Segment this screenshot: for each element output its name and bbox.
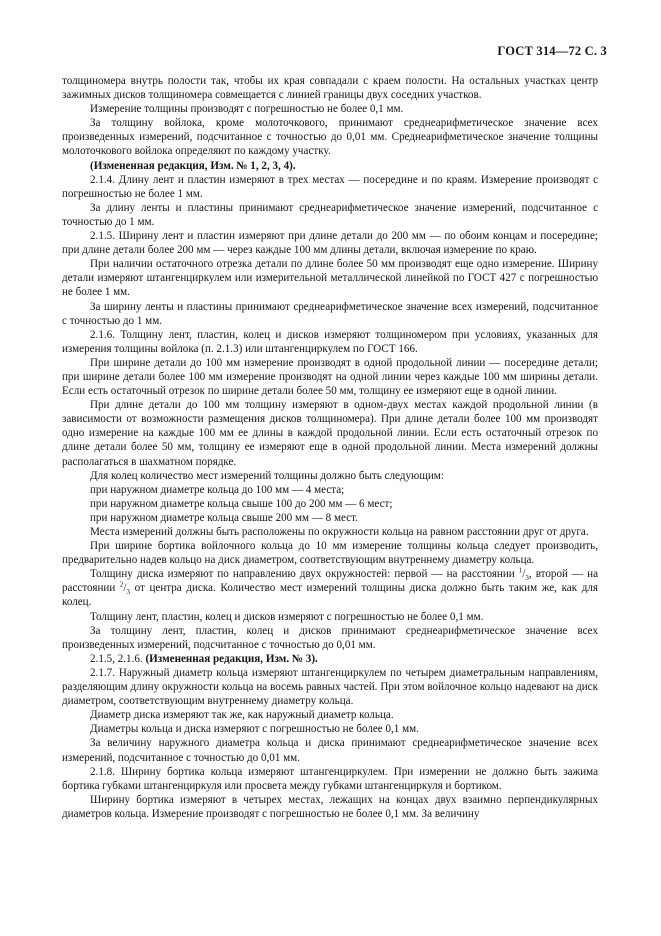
paragraph: Диаметр диска измеряют так же, как наружный диаметр кольца. bbox=[90, 709, 394, 722]
paragraph: При ширине бортика войлочного кольца до 10 мм измерение толщины кольца следует производить, предварительно надев кольцо на диск диаметром, соответствующим внутреннему диаметру кольца. bbox=[62, 540, 598, 567]
paragraph: Толщину лент, пластин, колец и дисков измеряют с погрешностью не более 0,1 мм. bbox=[90, 610, 484, 623]
paragraph: Диаметры кольца и диска измеряют с погрешностью не более 0,1 мм. bbox=[90, 723, 419, 736]
paragraph: Места измерений должны быть расположены по окружности кольца на равном расстоянии друг от друга. bbox=[90, 526, 589, 538]
fraction-numerator: 2 bbox=[119, 580, 124, 589]
paragraph: 2.1.7. Наружный диаметр кольца измеряют штангенциркулем по четырем диаметральным направлениям, разделяющим длину окружности кольца на восемь равных частей. При этом войлочное кольцо надевают на диск диаметром, соответствующим внутреннему диаметру кольца. bbox=[62, 666, 598, 708]
paragraph: За величину наружного диаметра кольца и диска принимают среднеарифметическое значение всех измерений, подсчитанное с точностью до 0,01 мм. bbox=[62, 737, 598, 764]
paragraph: При наличии остаточного отрезка детали по длине более 50 мм производят еще одно измерение. Ширину детали измеряют штангенциркулем или измерительной металлической линейкой по ГОСТ 427 с погрешностью не более 1 мм. bbox=[62, 258, 598, 299]
fraction-denominator: 3 bbox=[525, 574, 529, 583]
paragraph: При ширине детали до 100 мм измерение производят в одной продольной линии — посередине детали; при ширине детали более 100 мм измерение производят на одной линии через каждые 100 мм ширины детали. Если есть остаточный отрезок по ширине детали более 50 мм, толщину ее измеряют еще в одной линии. bbox=[62, 356, 598, 398]
fraction-denominator: 3 bbox=[126, 588, 130, 597]
paragraph: Для колец количество мест измерений толщины должно быть следующим: bbox=[90, 469, 444, 482]
paragraph: За длину ленты и пластины принимают среднеарифметическое значение измерений, подсчитанное с точностью до 1 мм. bbox=[62, 201, 598, 228]
list-item: при наружном диаметре кольца до 100 мм — 4 места; bbox=[90, 483, 345, 496]
disc-text-1: Толщину диска измеряют по направлению двух окружностей: первой — на расстоянии bbox=[90, 568, 519, 581]
revision-note: (Измененная редакция, Изм. № 3). bbox=[145, 652, 318, 665]
paragraph: За толщину войлока, кроме молоточкового, принимают среднеарифметическое значение всех произведенных измерений, подсчитанное с точностью до 0,01 мм. Среднеарифметическое значение толщины молоточкового войлока определяют по каждому участку. bbox=[62, 117, 598, 158]
revision-note: (Измененная редакция, Изм. № 1, 2, 3, 4). bbox=[90, 159, 296, 172]
paragraph: За ширину ленты и пластины принимают среднеарифметическое значение всех измерений, подсчитанное с точностью до 1 мм. bbox=[62, 300, 598, 327]
paragraph: 2.1.8. Ширину бортика кольца измеряют штангенциркулем. При измерении не должно быть зажима бортика губками штангенциркуля или просвета между губками штангенциркуля и бортиком. bbox=[62, 765, 598, 792]
body-text bbox=[62, 74, 598, 821]
list-item: при наружном диаметре кольца свыше 100 до 200 мм — 6 мест; bbox=[90, 497, 393, 510]
paragraph: 2.1.4. Длину лент и пластин измеряют в трех местах — посередине и по краям. Измерение производят с погрешностью не более 1 мм. bbox=[62, 173, 598, 200]
paragraph: Измерение толщины производят с погрешностью не более 0,1 мм. bbox=[90, 103, 404, 116]
paragraph: При длине детали до 100 мм толщину измеряют в одном-двух местах каждой продольной линии (в зависимости от возможности размещения дисков толщиномера). При длине детали более 100 мм производят одно измерение на каждые 100 мм ее длины в каждой продольной линии. Если есть остаточный отрезок по длине детали более 50 мм, толщину ее измеряют еще в одной продольной линии. Места измерений должны располагаться в шахматном порядке. bbox=[62, 399, 598, 468]
disc-text-3: от центра диска. Количество мест измерений толщины диска должно быть таким же, как для колец. bbox=[62, 582, 598, 609]
revision-line bbox=[62, 652, 598, 666]
page-header: ГОСТ 314—72 С. 3 bbox=[497, 44, 607, 58]
paragraph: Ширину бортика измеряют в четырех местах, лежащих на концах двух взаимно перпендикулярных диаметров кольца. Измерение производят с погрешностью не более 0,1 мм. За величину bbox=[62, 793, 598, 820]
disc-paragraph: Толщину диска измеряют по направлению двух окружностей: первой — на расстоянии $^1/_3$, второй — на расстоянии $^2/_3$ от центра диска. Количество мест измерений толщины диска должно быть таким же, как для колец. bbox=[62, 566, 598, 609]
fraction-numerator: 1 bbox=[518, 566, 523, 575]
paragraph: 2.1.5. Ширину лент и пластин измеряют при длине детали до 200 мм — по обоим концам и посередине; при длине детали более 200 мм — через каждые 100 мм длины детали, включая измерение по краю. bbox=[62, 230, 598, 257]
paragraph: толщиномера внутрь полости так, чтобы их края совпадали с краем полости. На остальных участках центр зажимных дисков толщиномера совмещается с линией границы двух соседних участков. bbox=[62, 75, 598, 102]
disc-text-2: , второй — на расстоянии bbox=[62, 568, 598, 595]
paragraph: За толщину лент, пластин, колец и дисков принимают среднеарифметическое значение всех произведенных измерений, подсчитанное с точностью до 0,01 мм. bbox=[62, 624, 598, 651]
list-item: при наружном диаметре кольца свыше 200 мм — 8 мест. bbox=[90, 511, 358, 524]
revision-prefix: 2.1.5, 2.1.6. bbox=[90, 652, 146, 665]
paragraph: 2.1.6. Толщину лент, пластин, колец и дисков измеряют толщиномером при условиях, указанных для измерения толщины войлока (п. 2.1.3) или штангенциркулем по ГОСТ 166. bbox=[62, 328, 598, 355]
